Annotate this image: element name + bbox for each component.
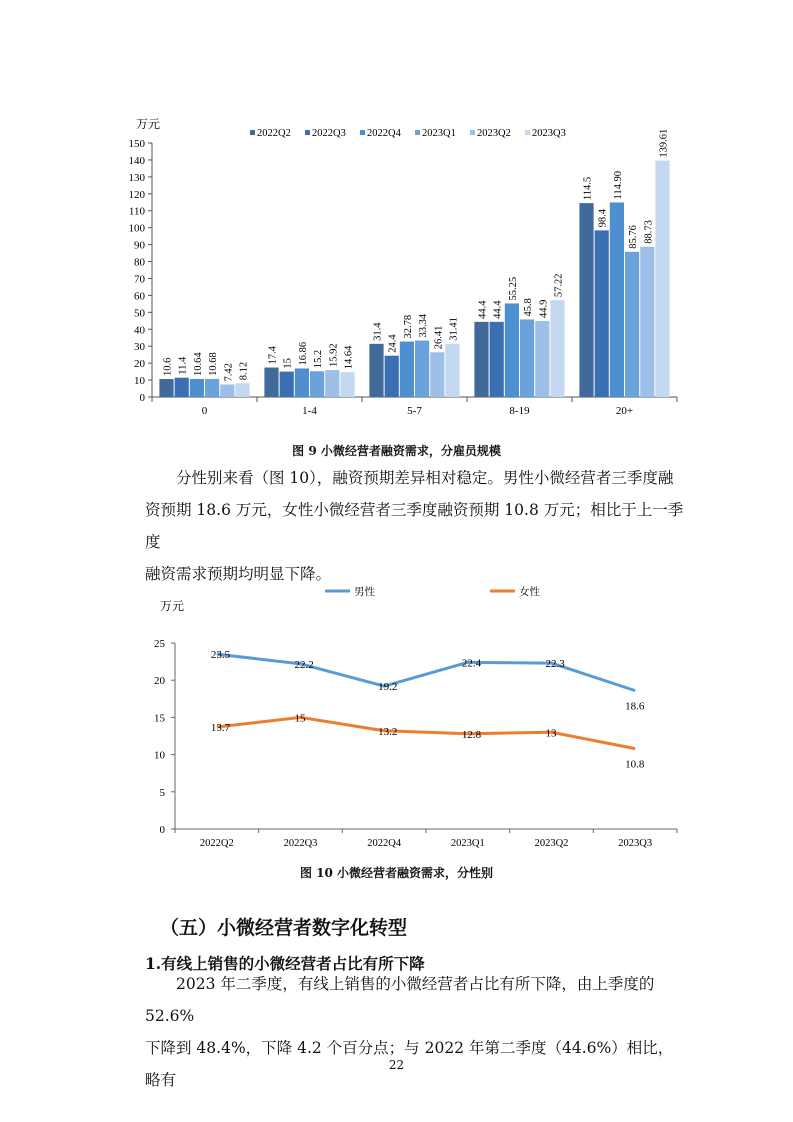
bar-value-label: 26.41: [433, 325, 445, 350]
bar-value-label: 17.4: [267, 346, 279, 365]
bar: [340, 372, 354, 397]
bar: [325, 370, 339, 397]
bar-value-label: 10.64: [192, 352, 204, 376]
x-tick-label: 8-19: [509, 405, 530, 417]
y-tick-label: 60: [134, 290, 145, 303]
bar-value-label: 33.34: [418, 313, 430, 338]
data-label: 12.8: [461, 728, 482, 741]
legend-swatch: [360, 130, 365, 135]
legend-swatch: [415, 130, 420, 135]
data-label: 13: [545, 727, 557, 740]
bar-value-label: 31.41: [448, 317, 460, 341]
bar: [220, 384, 234, 397]
subsection-heading: 1.有线上销售的小微经营者占比有所下降: [145, 954, 425, 973]
y-tick-label: 120: [128, 188, 145, 201]
y-tick-label: 110: [128, 205, 145, 218]
bar: [595, 230, 609, 397]
paragraph-line: 融资需求预期均明显下降。: [145, 565, 332, 583]
paragraph-line: 资预期 18.6 万元，女性小微经营者三季度融资预期 10.8 万元；相比于上一季度: [145, 501, 684, 551]
bar-value-label: 32.78: [402, 314, 414, 339]
bar: [535, 321, 549, 397]
paragraph-online-sales: [145, 968, 685, 1096]
bar: [430, 352, 444, 397]
x-tick-label: 2023Q3: [618, 838, 653, 849]
legend-swatch: [470, 130, 475, 135]
legend-label: 2023Q1: [422, 128, 456, 139]
y-tick-label: 70: [134, 273, 145, 286]
y-tick-label: 140: [128, 154, 145, 167]
bar-value-label: 85.76: [628, 225, 640, 249]
bar: [625, 252, 639, 397]
y-tick-label: 5: [159, 786, 165, 799]
paragraph-line: 2023 年二季度，有线上销售的小微经营者占比有所下降，由上季度的 52.6%: [145, 975, 655, 1025]
y-tick-label: 25: [154, 638, 165, 650]
bar: [550, 300, 564, 397]
data-label: 13.2: [378, 725, 398, 738]
y-tick-label: 20: [154, 675, 165, 688]
bar-value-label: 55.25: [507, 276, 519, 301]
bar: [205, 379, 219, 397]
x-tick-label: 2022Q2: [199, 838, 234, 849]
bar: [474, 322, 488, 397]
bar-chart: [0, 0, 793, 440]
y-tick-label: 50: [134, 307, 145, 320]
y-tick-label: 10: [154, 749, 165, 762]
y-tick-label: 90: [134, 239, 145, 252]
y-axis-label: 万元: [160, 599, 185, 613]
x-tick-label: 2023Q1: [450, 838, 485, 849]
bar-value-label: 24.4: [387, 334, 399, 353]
x-tick-label: 0: [201, 405, 208, 417]
data-label: 22.3: [545, 658, 565, 671]
bar-value-label: 7.42: [223, 363, 235, 382]
bar-value-label: 31.4: [372, 322, 384, 341]
legend-label: 2022Q4: [367, 128, 401, 139]
x-tick-label: 2022Q3: [283, 838, 318, 849]
bar-value-label: 114.5: [582, 176, 594, 201]
bar-value-label: 8.12: [238, 361, 250, 381]
bar: [490, 322, 504, 397]
bar: [400, 341, 414, 397]
section-heading: （五）小微经营者数字化转型: [160, 917, 408, 939]
data-label: 22.4: [461, 657, 482, 670]
y-tick-label: 130: [128, 171, 145, 184]
x-tick-label: 20+: [615, 405, 634, 417]
bar-value-label: 10.68: [208, 352, 220, 376]
bar-value-label: 44.4: [492, 300, 504, 319]
bar-value-label: 14.64: [343, 345, 355, 370]
data-label: 19.2: [378, 681, 398, 694]
data-label: 23.5: [210, 649, 231, 662]
bar-value-label: 44.4: [477, 300, 489, 319]
legend-label: 2022Q3: [312, 128, 346, 139]
bar-value-label: 98.4: [597, 209, 609, 228]
figure-10-caption: 图 10 小微经营者融资需求，分性别: [299, 866, 494, 880]
data-label: 13.7: [210, 722, 231, 735]
legend-label: 2022Q2: [257, 128, 291, 139]
legend-swatch: [525, 130, 530, 135]
paragraph-line: 下降到 48.4%，下降 4.2 个百分点；与 2022 年第二季度（44.6%）相比，略有: [145, 1039, 674, 1089]
bar: [264, 368, 278, 397]
paragraph-line: 分性别来看（图 10），融资预期差异相对稳定。男性小微经营者三季度融: [176, 469, 674, 487]
y-tick-label: 150: [128, 138, 145, 150]
bar: [310, 371, 324, 397]
bar: [415, 341, 429, 397]
bar-value-label: 57.22: [553, 273, 565, 298]
x-tick-label: 2023Q2: [534, 838, 569, 849]
bar-value-label: 114.90: [612, 170, 624, 200]
y-tick-label: 0: [159, 824, 165, 836]
bar-value-label: 10.6: [162, 357, 174, 377]
bar: [235, 383, 249, 397]
bar: [369, 344, 383, 397]
page-number: 22: [388, 1058, 405, 1072]
bar-value-label: 88.73: [643, 220, 655, 244]
line-chart: [0, 570, 793, 860]
bar: [175, 378, 189, 397]
bar-value-label: 16.86: [297, 341, 309, 366]
bar: [610, 202, 624, 397]
bar: [640, 247, 654, 397]
bar: [520, 319, 534, 397]
data-label: 15: [294, 712, 306, 725]
bar: [655, 161, 669, 397]
bar-value-label: 15.2: [313, 349, 325, 369]
bar-value-label: 44.9: [538, 299, 550, 318]
bar: [385, 356, 399, 397]
bar-value-label: 45.8: [523, 298, 535, 317]
x-tick-label: 5-7: [407, 405, 422, 417]
y-tick-label: 10: [134, 375, 145, 388]
series-line: [217, 717, 635, 748]
y-tick-label: 40: [134, 324, 145, 337]
bar-value-label: 11.4: [177, 356, 189, 375]
x-tick-label: 1-4: [302, 405, 317, 417]
y-tick-label: 0: [139, 392, 145, 404]
bar: [445, 344, 459, 397]
bar: [280, 372, 294, 397]
y-tick-label: 80: [134, 256, 145, 269]
figure-9-caption: 图 9 小微经营者融资需求，分雇员规模: [292, 444, 501, 458]
legend-label: 2023Q2: [477, 128, 511, 139]
y-tick-label: 15: [154, 712, 165, 725]
data-label: 22.2: [294, 658, 314, 671]
series-line: [217, 654, 635, 690]
legend-swatch: [250, 130, 255, 135]
bar: [295, 368, 309, 397]
bar: [159, 379, 173, 397]
y-tick-label: 20: [134, 358, 145, 371]
bar: [505, 303, 519, 397]
y-tick-label: 30: [134, 341, 145, 354]
bar-value-label: 15.92: [328, 343, 340, 368]
bar: [579, 203, 593, 397]
data-label: 18.6: [625, 700, 645, 713]
legend-swatch: [305, 130, 310, 135]
y-tick-label: 100: [128, 222, 145, 235]
legend-label: 2023Q3: [532, 128, 566, 139]
bar: [190, 379, 204, 397]
legend-label: 男性: [354, 587, 375, 598]
x-tick-label: 2022Q4: [367, 838, 402, 849]
legend-label: 女性: [519, 587, 540, 598]
data-label: 10.8: [625, 758, 645, 771]
y-axis-label: 万元: [136, 117, 161, 131]
bar-value-label: 15: [282, 358, 294, 369]
bar-value-label: 139.61: [658, 128, 670, 158]
